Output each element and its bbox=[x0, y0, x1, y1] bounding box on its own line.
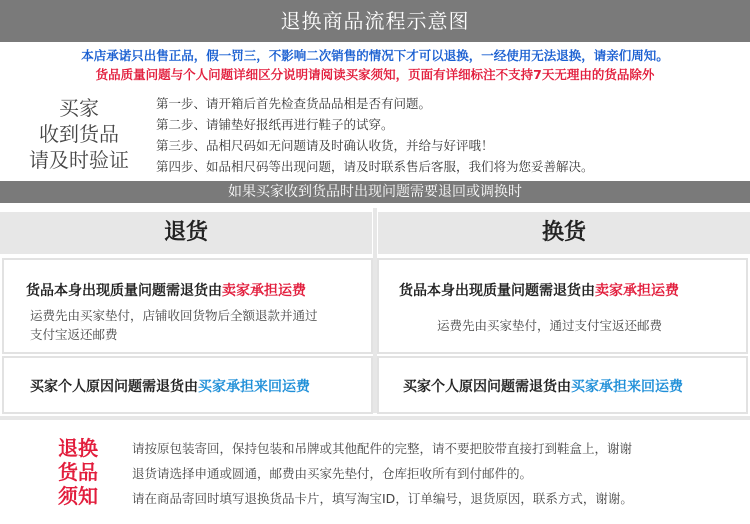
problem-bar: 如果买家收到货品时出现问题需要退回或调换时 bbox=[0, 181, 750, 203]
notes-title-line: 须知 bbox=[58, 484, 98, 508]
return-quality-highlight: 卖家承担运费 bbox=[222, 283, 306, 299]
detail-line: 支付宝返还邮费 bbox=[30, 327, 118, 342]
note-item: 退货请选择申通或圆通，邮费由买家先垫付，仓库拒收所有到付邮件的。 bbox=[132, 466, 533, 481]
detail-line: 运费先由买家垫付，店铺收回货物后全额退款并通过 bbox=[30, 308, 318, 323]
receive-title-line: 收到货品 bbox=[39, 122, 119, 146]
return-quality-box bbox=[2, 258, 373, 354]
return-column-header: 退货 bbox=[0, 212, 372, 254]
exchange-quality-box bbox=[377, 258, 748, 354]
return-quality-detail bbox=[30, 306, 318, 344]
notice-line-authentic: 本店承诺只出售正品，假一罚三，不影响二次销售的情况下才可以退换，一经使用无法退换，请亲们周知。 bbox=[81, 48, 669, 63]
return-notes-title bbox=[50, 436, 106, 508]
exchange-personal-prefix: 买家个人原因问题需退货由 bbox=[403, 379, 571, 395]
note-item: 请按原包装寄回，保持包装和吊牌或其他配件的完整，请不要把胶带直接打到鞋盒上，谢谢 bbox=[132, 441, 633, 456]
store-notice bbox=[0, 46, 750, 84]
exchange-quality-prefix: 货品本身出现质量问题需退货由 bbox=[399, 283, 595, 299]
step-item: 第四步、如品相尺码等出现问题，请及时联系售后客服，我们将为您妥善解决。 bbox=[156, 159, 594, 174]
return-personal-prefix: 买家个人原因问题需退货由 bbox=[30, 379, 198, 395]
exchange-personal-heading bbox=[403, 376, 683, 396]
receive-title-line: 买家 bbox=[59, 96, 99, 120]
step-item: 第一步、请开箱后首先检查货品品相是否有问题。 bbox=[156, 96, 432, 111]
return-personal-highlight: 买家承担来回运费 bbox=[198, 379, 310, 395]
exchange-quality-heading bbox=[399, 280, 679, 300]
step-item: 第三步、品相尺码如无问题请及时确认收货，并给与好评哦！ bbox=[156, 138, 494, 153]
exchange-personal-box bbox=[377, 356, 748, 414]
return-quality-prefix: 货品本身出现质量问题需退货由 bbox=[26, 283, 222, 299]
receive-title-line: 请及时验证 bbox=[29, 148, 129, 172]
page-title: 退换商品流程示意图 bbox=[0, 0, 750, 42]
notes-title-line: 货品 bbox=[58, 460, 98, 484]
note-item: 请在商品寄回时填写退换货品卡片，填写淘宝ID，订单编号，退货原因，联系方式，谢谢。 bbox=[132, 491, 633, 506]
exchange-personal-highlight: 买家承担来回运费 bbox=[571, 379, 683, 395]
exchange-quality-highlight: 卖家承担运费 bbox=[595, 283, 679, 299]
step-item: 第二步、请铺垫好报纸再进行鞋子的试穿。 bbox=[156, 117, 394, 132]
receive-title bbox=[14, 95, 144, 173]
return-quality-heading bbox=[26, 280, 306, 300]
return-personal-heading bbox=[30, 376, 310, 396]
receive-section bbox=[0, 89, 750, 179]
notes-title-line: 退换 bbox=[58, 436, 98, 460]
exchange-column-header: 换货 bbox=[378, 212, 750, 254]
receive-steps bbox=[156, 93, 594, 177]
section-divider bbox=[0, 416, 750, 420]
return-personal-box bbox=[2, 356, 373, 414]
notice-line-quality: 货品质量问题与个人问题详细区分说明请阅读买家须知，页面有详细标注不支持7天无理由的货品除外 bbox=[95, 67, 655, 82]
return-notes bbox=[132, 436, 633, 511]
exchange-quality-detail: 运费先由买家垫付，通过支付宝返还邮费 bbox=[437, 318, 663, 333]
